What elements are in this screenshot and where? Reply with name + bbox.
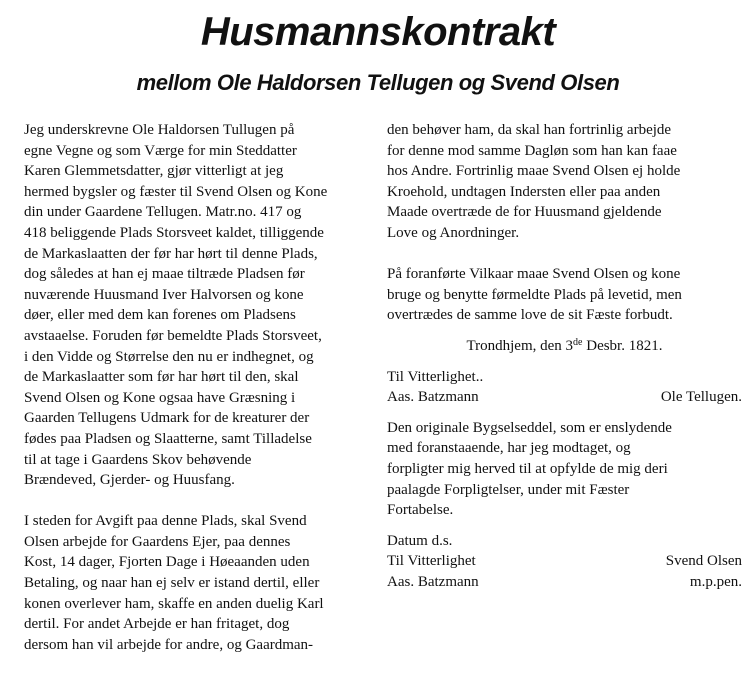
- text-line: dog således at han ej maae tiltræde Pladsen før: [24, 266, 305, 283]
- signer-note-2: m.p.pen.: [689, 573, 742, 590]
- text-line: På foranførte Vilkaar maae Svend Olsen og kone: [387, 266, 681, 283]
- signature-block-1: [387, 367, 742, 408]
- text-line: Gaarden Tellugens Udmark for de kreaturer der: [24, 410, 310, 427]
- date-prefix: Trondhjem, den 3: [466, 337, 574, 354]
- document-subtitle: mellom Ole Haldorsen Tellugen og Svend Olsen: [136, 70, 620, 95]
- text-line: forpligter mig herved til at opfylde de mig deri: [387, 460, 668, 477]
- text-line: egne Vegne og som Værge for min Steddatter: [24, 142, 297, 159]
- text-line: Svend Olsen og Kone ogsaa have Græsning i: [24, 389, 296, 406]
- text-line: Fortabelse.: [387, 502, 454, 519]
- signature-block-2: [387, 531, 742, 593]
- text-line: de Markaslaatten der før har hørt til denne Plads,: [24, 245, 318, 262]
- document-title: Husmannskontrakt: [200, 10, 556, 54]
- text-line: Brændeved, Gjerder- og Huusfang.: [24, 472, 235, 489]
- text-line: nuværende Huusmand Iver Halvorsen og kone: [24, 286, 304, 303]
- text-line: Den originale Bygselseddel, som er enslydende: [387, 419, 672, 436]
- contract-paragraph-3: [387, 120, 742, 244]
- text-line: døer, eller med dem kan forenes om Pladsens: [24, 307, 296, 324]
- text-line: for denne mod samme Dagløn som han kan faae: [387, 142, 677, 159]
- right-column: [387, 120, 742, 592]
- witness-name: Aas. Batzmann: [387, 389, 479, 406]
- contract-paragraph-1: [24, 120, 376, 491]
- left-column: [24, 120, 376, 676]
- witness-label: Til Vitterlighet..: [387, 368, 484, 385]
- text-line: hermed bygsler og fæster til Svend Olsen og Kone: [24, 183, 328, 200]
- text-line: Maade overtræde de for Huusmand gjeldende: [387, 204, 662, 221]
- text-line: Love og Anordninger.: [387, 224, 520, 241]
- text-line: med foranstaaende, har jeg modtaget, og: [387, 440, 631, 457]
- date-superscript: de: [573, 336, 583, 348]
- text-line: til at tage i Gaardens Skov behøvende: [24, 451, 252, 468]
- text-line: I steden for Avgift paa denne Plads, skal Svend: [24, 513, 307, 530]
- text-line: hos Andre. Fortrinlig maae Svend Olsen ej holde: [387, 163, 681, 180]
- text-line: Jeg underskrevne Ole Haldorsen Tullugen på: [24, 122, 295, 138]
- text-line: konen overlever ham, skaffe en anden duelig Karl: [24, 595, 324, 612]
- witness-name-2: Aas. Batzmann: [387, 573, 479, 590]
- datum-line: Datum d.s.: [387, 532, 453, 549]
- text-line: avstaaelse. Foruden før bemeldte Plads Storsveet,: [24, 327, 322, 344]
- text-line: i den Vidde og Størrelse den nu er indhegnet, og: [24, 348, 314, 365]
- text-line: overtrædes de samme love de sit Fæste forbudt.: [387, 307, 673, 324]
- text-line: bruge og benytte førmeldte Plads på levetid, men: [387, 286, 682, 303]
- text-line: Olsen arbejde for Gaardens Ejer, paa dennes: [24, 533, 291, 550]
- text-line: 418 beliggende Plads Storsveet kaldet, tilliggende: [24, 224, 324, 241]
- witness-label-2: Til Vitterlighet: [387, 553, 476, 570]
- text-line: den behøver ham, da skal han fortrinlig arbejde: [387, 122, 672, 138]
- contract-paragraph-4: [387, 264, 742, 326]
- text-line: fødes paa Pladsen og Slaatterne, samt Tilladelse: [24, 430, 312, 447]
- text-line: Kost, 14 dager, Fjorten Dage i Høeaanden uden: [24, 554, 310, 571]
- text-line: Betaling, og naar han ej selv er istand dertil, eller: [24, 575, 320, 592]
- contract-paragraph-2: [24, 511, 376, 655]
- text-line: paalagde Forpligtelser, under mit Fæster: [387, 481, 630, 498]
- signature-row: [387, 551, 742, 572]
- signer-name: Ole Tellugen.: [660, 389, 742, 406]
- signature-row: [387, 572, 742, 593]
- text-line: dertil. For andet Arbejde er han fritaget, dog: [24, 616, 290, 633]
- signer-name-2: Svend Olsen: [665, 553, 742, 570]
- text-line: de Markaslaatter som før har hørt til den, skal: [24, 369, 299, 386]
- text-line: Karen Glemmetsdatter, gjør vitterligt at jeg: [24, 163, 284, 180]
- text-line: dersom han vil arbejde for andre, og Gaardman-: [24, 636, 314, 653]
- text-line: Kroehold, undtagen Indersten eller paa anden: [387, 183, 661, 200]
- place-date-line: [387, 336, 742, 357]
- receipt-paragraph: [387, 418, 742, 521]
- date-suffix: Desbr. 1821.: [582, 337, 663, 354]
- signature-row: [387, 387, 742, 408]
- text-line: din under Gaardene Tellugen. Matr.no. 417 og: [24, 204, 302, 221]
